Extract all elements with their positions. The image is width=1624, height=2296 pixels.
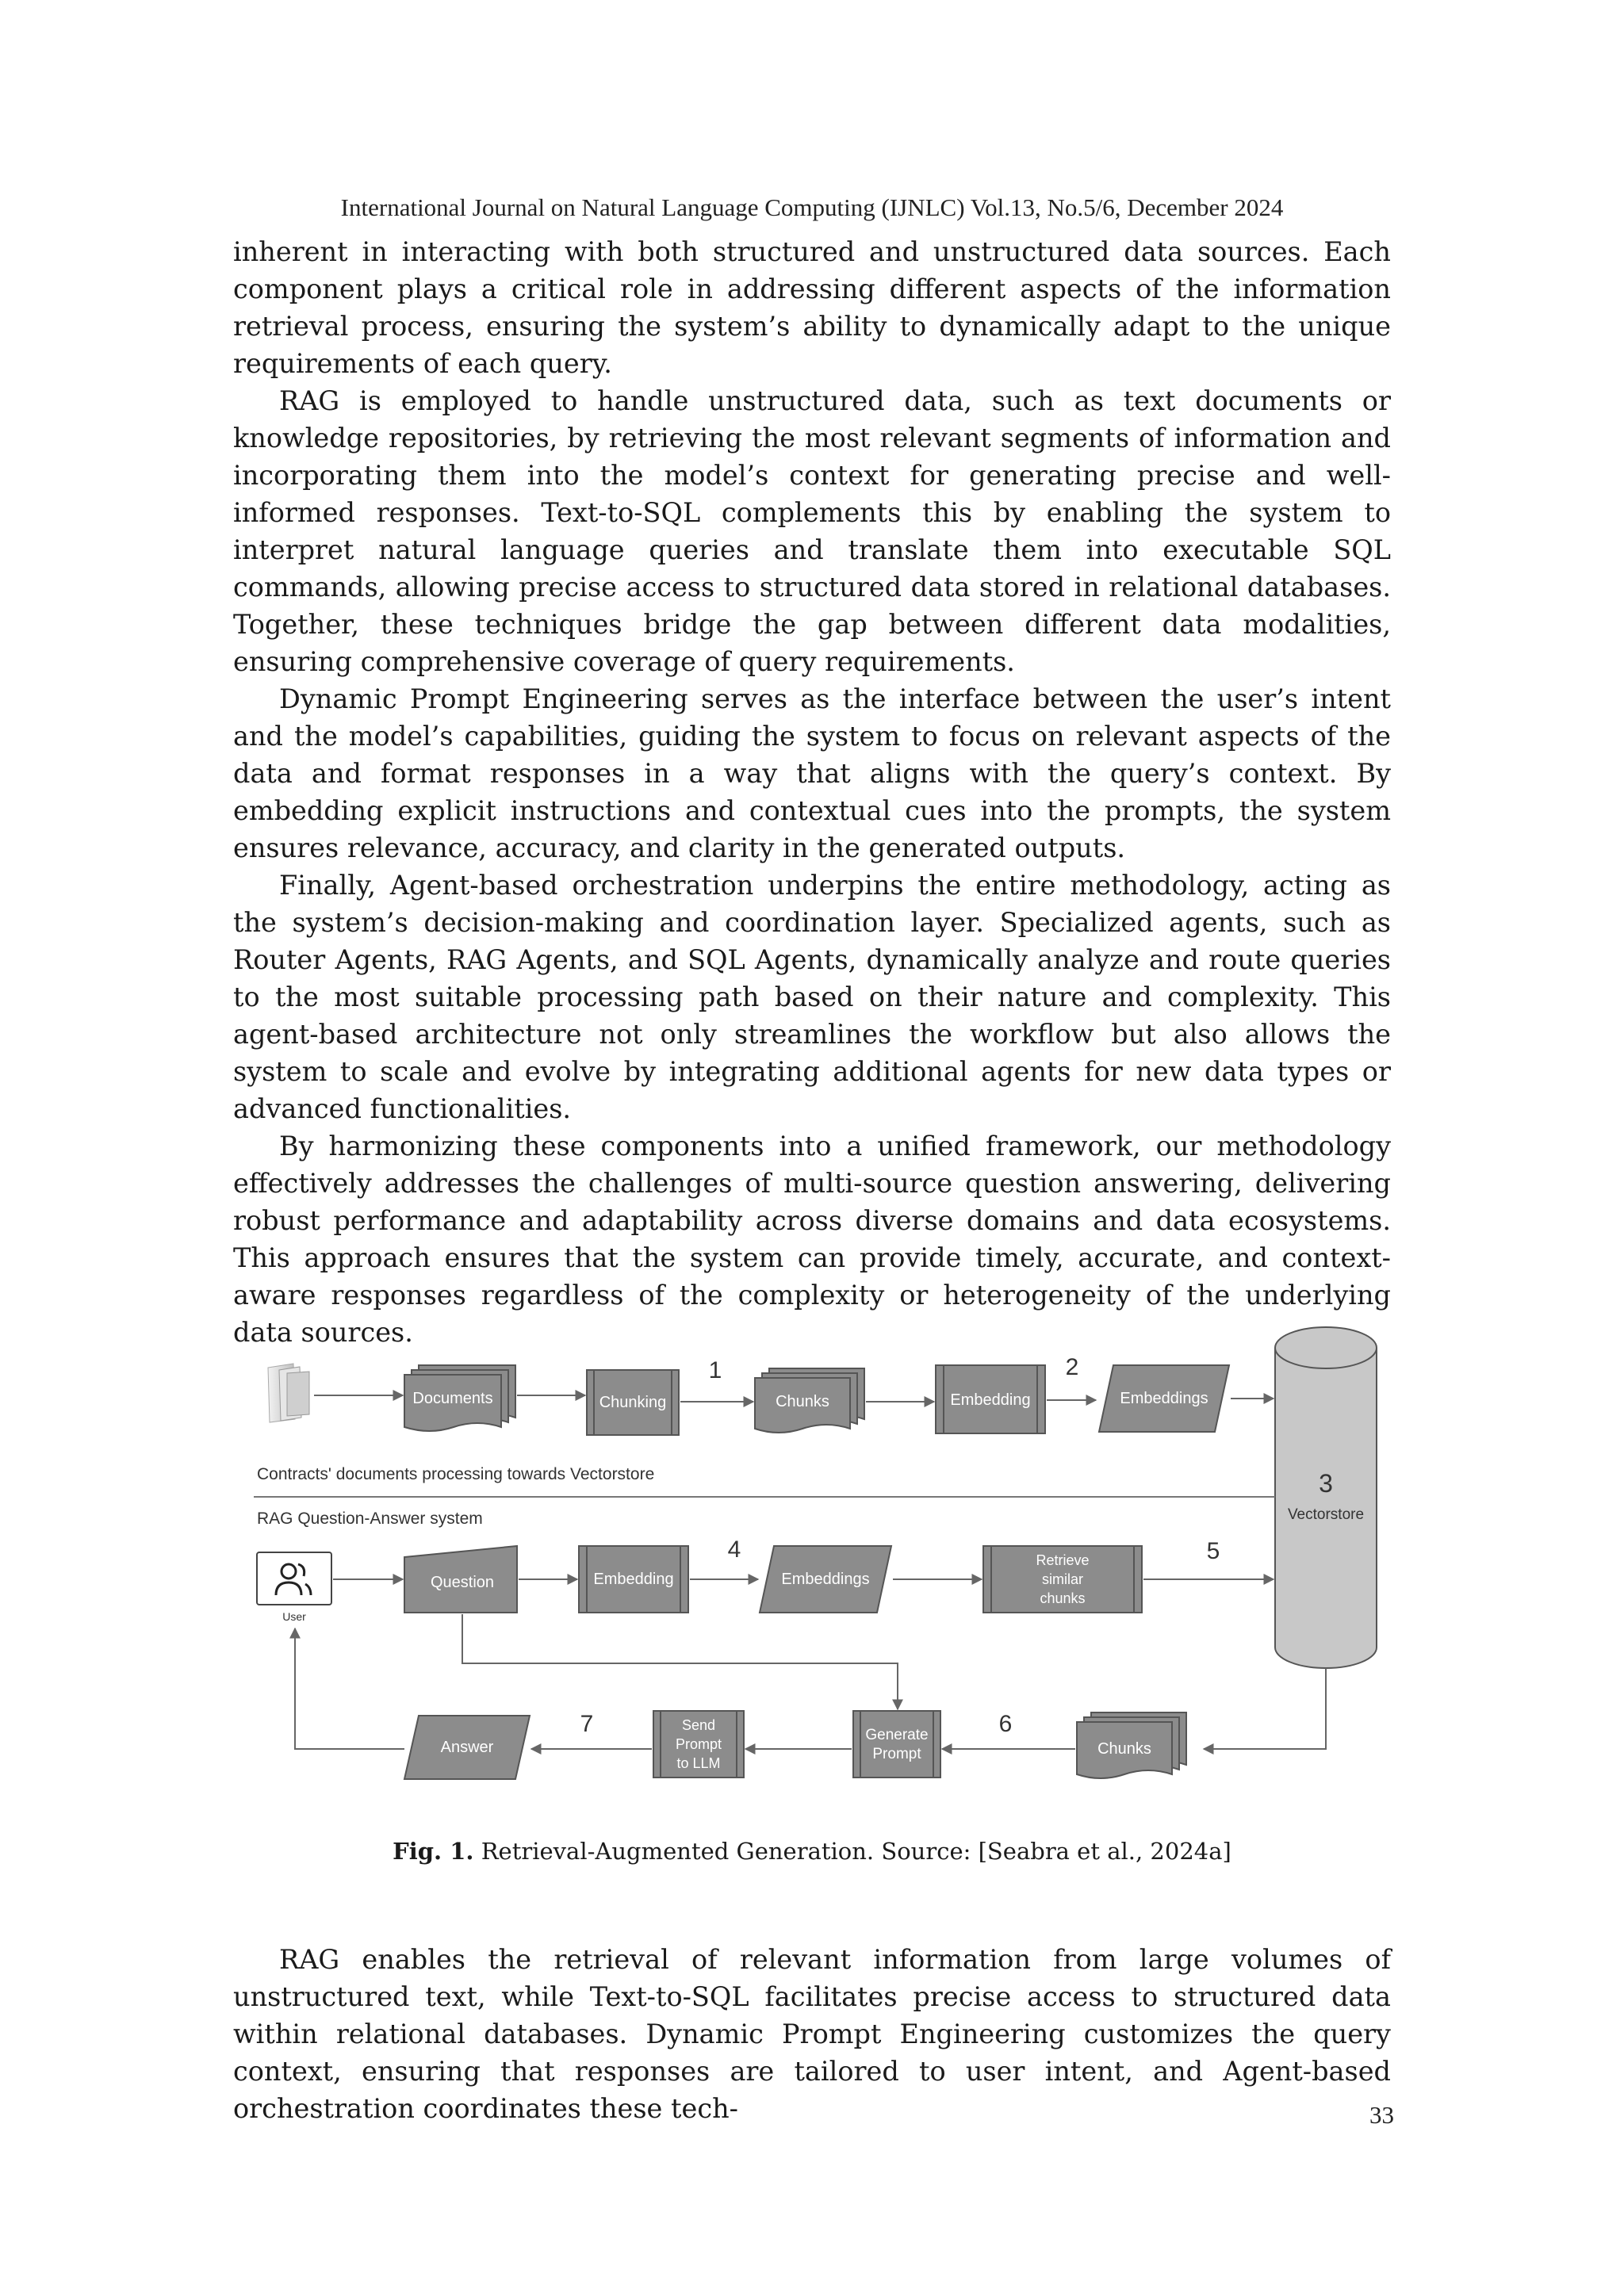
paragraph-continuation: inherent in interacting with both structured and unstructured data sources. Each component plays a critical role in addressing different aspects of the information retrieval process, ensuring the system’s ability to dynamically adapt to the unique requirements of each query. bbox=[233, 236, 1391, 379]
embeddings-bottom-node bbox=[760, 1546, 891, 1613]
documents-label: Documents bbox=[412, 1390, 493, 1407]
step-number-4: 4 bbox=[727, 1536, 741, 1563]
chunks-top-label: Chunks bbox=[776, 1393, 829, 1410]
user-label: User bbox=[282, 1610, 306, 1623]
page-number: 33 bbox=[1369, 2101, 1394, 2129]
figure-caption bbox=[0, 1838, 1624, 1865]
paragraph-summary: RAG enables the retrieval of relevant information from large volumes of unstructured text, while Text-to-SQL facilitates precise access to structured data within relational databases. Dynamic Prompt Engineering customizes the query context, ensuring that responses are tailored to user intent, and Agent-based orchestration coordinates these tech- bbox=[233, 1944, 1391, 2124]
body-text-bottom bbox=[233, 1941, 1391, 2127]
rag-diagram-figure bbox=[238, 1316, 1396, 1792]
embedding-bottom-node bbox=[579, 1546, 688, 1613]
send-label-line3: to LLM bbox=[676, 1755, 721, 1771]
generate-prompt-node bbox=[853, 1711, 940, 1777]
section-label-bottom: RAG Question-Answer system bbox=[257, 1510, 483, 1528]
paragraph-dynamic-prompt: Dynamic Prompt Engineering serves as the interface between the user’s intent and the model’s capabilities, guiding the system to focus on relevant aspects of the data and format responses in a way that aligns with the query’s context. By embedding explicit instructions and contextual cues into the prompts, the system ensures relevance, accuracy, and clarity in the generated outputs. bbox=[233, 683, 1391, 863]
chunks-bottom-node bbox=[1077, 1712, 1186, 1778]
embeddings-bottom-label: Embeddings bbox=[781, 1571, 870, 1588]
step-number-3: 3 bbox=[1319, 1469, 1333, 1498]
answer-node bbox=[404, 1716, 530, 1779]
retrieve-chunks-node bbox=[983, 1546, 1142, 1613]
question-label: Question bbox=[430, 1574, 495, 1591]
arrow-answer-user bbox=[295, 1628, 404, 1749]
caption-label: Fig. 1. bbox=[393, 1838, 474, 1865]
chunks-top-node bbox=[755, 1368, 864, 1433]
embedding-top-label: Embedding bbox=[950, 1391, 1031, 1409]
folder-icon bbox=[268, 1364, 309, 1422]
step-number-2: 2 bbox=[1065, 1354, 1079, 1380]
arrow-question-generate bbox=[462, 1614, 898, 1709]
body-text-top bbox=[233, 233, 1391, 1351]
step-number-5: 5 bbox=[1206, 1538, 1220, 1564]
chunks-bottom-label: Chunks bbox=[1097, 1740, 1151, 1758]
chunking-node bbox=[587, 1370, 679, 1435]
paragraph-harmonizing: By harmonizing these components into a unified framework, our methodology effectively addresses the challenges of multi-source question answering, delivering robust performance and adaptability across diverse domains and data ecosystems. This approach ensures that the system can provide timely, accurate, and context-aware responses regardless of the complexity or heterogeneity of the underlying data sources. bbox=[233, 1131, 1391, 1348]
embedding-top-node bbox=[936, 1365, 1045, 1433]
paragraph-agent-orchestration: Finally, Agent-based orchestration underpins the entire methodology, acting as the system’s decision-making and coordination layer. Specialized agents, such as Router Agents, RAG Agents, and SQL Agents, dynamically analyze and route queries to the most suitable processing path based on their nature and complexity. This agent-based architecture not only streamlines the workflow but also allows the system to scale and evolve by integrating additional agents for new data types or advanced functionalities. bbox=[233, 870, 1391, 1124]
step-number-6: 6 bbox=[998, 1711, 1013, 1737]
arrow-vectorstore-chunks bbox=[1204, 1668, 1326, 1749]
send-label-line2: Prompt bbox=[675, 1736, 722, 1752]
embedding-bottom-label: Embedding bbox=[593, 1571, 674, 1588]
send-label-line1: Send bbox=[681, 1717, 716, 1733]
question-node bbox=[404, 1546, 517, 1613]
user-node bbox=[257, 1552, 331, 1623]
chunking-label: Chunking bbox=[599, 1394, 667, 1411]
step-number-7: 7 bbox=[580, 1711, 594, 1737]
retrieve-label-line1: Retrieve bbox=[1036, 1552, 1090, 1568]
answer-label: Answer bbox=[440, 1739, 494, 1756]
generate-label-line2: Prompt bbox=[872, 1746, 921, 1762]
documents-node bbox=[404, 1365, 515, 1431]
caption-text: Retrieval-Augmented Generation. Source: [Seabra et al., 2024a] bbox=[473, 1838, 1231, 1865]
section-label-top: Contracts' documents processing towards Vectorstore bbox=[257, 1465, 655, 1483]
running-head: International Journal on Natural Language Computing (IJNLC) Vol.13, No.5/6, December 2024 bbox=[340, 193, 1284, 221]
rag-diagram bbox=[238, 1316, 1396, 1792]
embeddings-top-node bbox=[1099, 1365, 1229, 1432]
retrieve-label-line3: chunks bbox=[1040, 1590, 1086, 1606]
paragraph-rag: RAG is employed to handle unstructured data, such as text documents or knowledge repositories, by retrieving the most relevant segments of information and incorporating them into the model’s context for generating precise and well-informed responses. Text-to-SQL complements this by enabling the system to interpret natural language queries and translate them into executable SQL commands, allowing precise access to structured data stored in relational databases. Together, these techniques bridge the gap between different data modalities, ensuring comprehensive coverage of query requirements. bbox=[233, 385, 1391, 677]
vectorstore-node bbox=[1275, 1327, 1377, 1668]
embeddings-top-label: Embeddings bbox=[1120, 1390, 1208, 1407]
send-prompt-node bbox=[653, 1711, 744, 1777]
vectorstore-label: Vectorstore bbox=[1287, 1506, 1365, 1523]
step-number-1: 1 bbox=[708, 1357, 722, 1383]
generate-label-line1: Generate bbox=[865, 1727, 929, 1743]
retrieve-label-line2: similar bbox=[1042, 1571, 1083, 1587]
